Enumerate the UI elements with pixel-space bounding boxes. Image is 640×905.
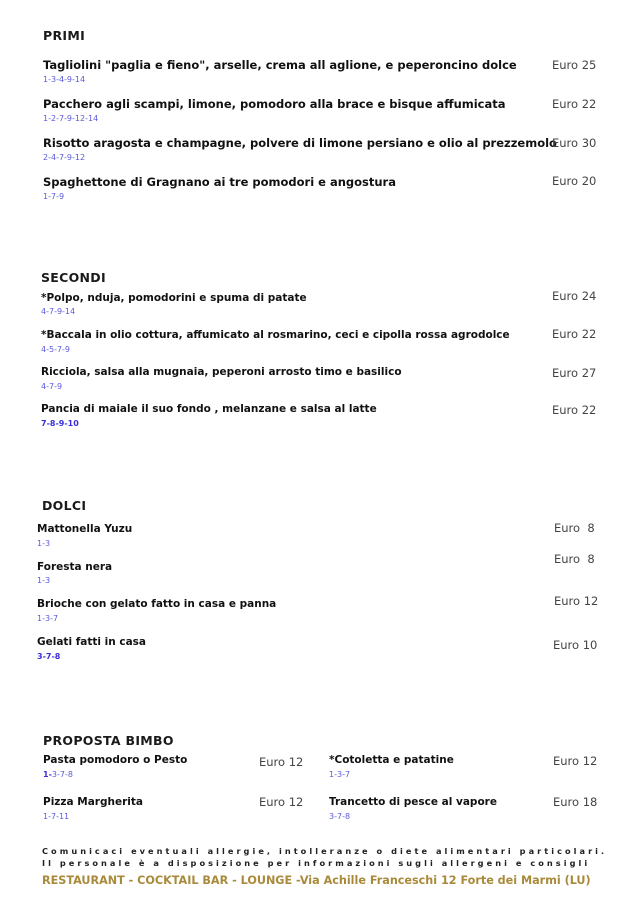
section-title-secondi: SECONDI (41, 270, 106, 285)
dolci-dish-4-price: Euro 10 (553, 638, 598, 652)
secondi-dish-4-price: Euro 22 (552, 403, 597, 417)
primi-dish-2-name: Pacchero agli scampi, limone, pomodoro alla brace e bisque affumicata (43, 97, 506, 111)
secondi-dish-2-name: *Baccala in olio cottura, affumicato al rosmarino, ceci e cipolla rossa agrodolce (41, 329, 510, 341)
primi-dish-1-name: Tagliolini "paglia e fieno", arselle, crema all aglione, e peperoncino dolce (43, 58, 517, 72)
primi-dish-3-price: Euro 30 (552, 136, 597, 150)
dolci-dish-3-price: Euro 12 (554, 594, 599, 608)
dolci-dish-1-price: Euro 8 (554, 521, 595, 535)
bimbo-dish-4-allergens: 3-7-8 (329, 812, 351, 821)
primi-dish-4-name: Spaghettone di Gragnano ai tre pomodori e angostura (43, 175, 396, 189)
allergy-note-line-2: Il personale è a disposizione per informazioni sugli allergeni e consigli (42, 858, 591, 868)
section-title-primi: PRIMI (43, 28, 86, 43)
secondi-dish-3-allergens: 4-7-9 (41, 382, 63, 391)
dolci-dish-4-name: Gelati fatti in casa (37, 636, 147, 648)
secondi-dish-1-name: *Polpo, nduja, pomodorini e spuma di patate (41, 292, 307, 304)
secondi-dish-4-allergens: 7-8-9-10 (41, 419, 79, 428)
dolci-dish-3-name: Brioche con gelato fatto in casa e panna (37, 598, 277, 610)
bimbo-dish-4-price: Euro 18 (553, 795, 598, 809)
dolci-dish-2-name: Foresta nera (37, 561, 113, 573)
dolci-dish-1-allergens: 1-3 (37, 539, 51, 548)
primi-dish-4-price: Euro 20 (552, 174, 597, 188)
dolci-dish-2-price: Euro 8 (554, 552, 595, 566)
bimbo-dish-3-allergens: 1-7-11 (43, 812, 70, 821)
secondi-dish-4-name: Pancia di maiale il suo fondo , melanzane e salsa al latte (41, 403, 377, 415)
primi-dish-2-allergens: 1-2-7-9-12-14 (43, 114, 99, 123)
bimbo-dish-1-allergens-rest: 3-7-8 (51, 770, 73, 779)
secondi-dish-3-name: Ricciola, salsa alla mugnaia, peperoni arrosto timo e basilico (41, 366, 402, 378)
dolci-dish-4-allergens: 3-7-8 (37, 652, 61, 661)
primi-dish-4-allergens: 1-7-9 (43, 192, 65, 201)
secondi-dish-1-price: Euro 24 (552, 289, 597, 303)
bimbo-dish-1-price: Euro 12 (259, 755, 304, 769)
section-title-dolci: DOLCI (42, 498, 87, 513)
bimbo-dish-1-allergens (43, 770, 73, 779)
bimbo-dish-1-name: Pasta pomodoro o Pesto (43, 754, 188, 766)
bimbo-dish-4-name: Trancetto di pesce al vapore (329, 796, 497, 808)
bimbo-dish-1-allergens-lead: 1- (43, 770, 52, 779)
bimbo-dish-3-price: Euro 12 (259, 795, 304, 809)
primi-dish-2-price: Euro 22 (552, 97, 597, 111)
primi-dish-3-allergens: 2-4-7-9-12 (43, 153, 86, 162)
primi-dish-1-price: Euro 25 (552, 58, 597, 72)
primi-dish-3-name: Risotto aragosta e champagne, polvere di limone persiano e olio al prezzemolo (43, 136, 557, 150)
section-title-proposta-bimbo: PROPOSTA BIMBO (43, 733, 174, 748)
secondi-dish-2-price: Euro 22 (552, 327, 597, 341)
bimbo-dish-2-price: Euro 12 (553, 754, 598, 768)
secondi-dish-2-allergens: 4-5-7-9 (41, 345, 71, 354)
dolci-dish-3-allergens: 1-3-7 (37, 614, 59, 623)
bimbo-dish-3-name: Pizza Margherita (43, 796, 143, 808)
secondi-dish-1-allergens: 4-7-9-14 (41, 307, 76, 316)
bimbo-dish-2-name: *Cotoletta e patatine (329, 754, 454, 766)
primi-dish-1-allergens: 1-3-4-9-14 (43, 75, 86, 84)
dolci-dish-2-allergens: 1-3 (37, 576, 51, 585)
bimbo-dish-2-allergens: 1-3-7 (329, 770, 351, 779)
secondi-dish-3-price: Euro 27 (552, 366, 597, 380)
dolci-dish-1-name: Mattonella Yuzu (37, 523, 133, 535)
allergy-note-line-1: Comunicaci eventuali allergie, intolleranze o diete alimentari particolari. (42, 846, 608, 856)
restaurant-footer-address: RESTAURANT - COCKTAIL BAR - LOUNGE -Via Achille Franceschi 12 Forte dei Marmi (LU) (42, 874, 591, 887)
